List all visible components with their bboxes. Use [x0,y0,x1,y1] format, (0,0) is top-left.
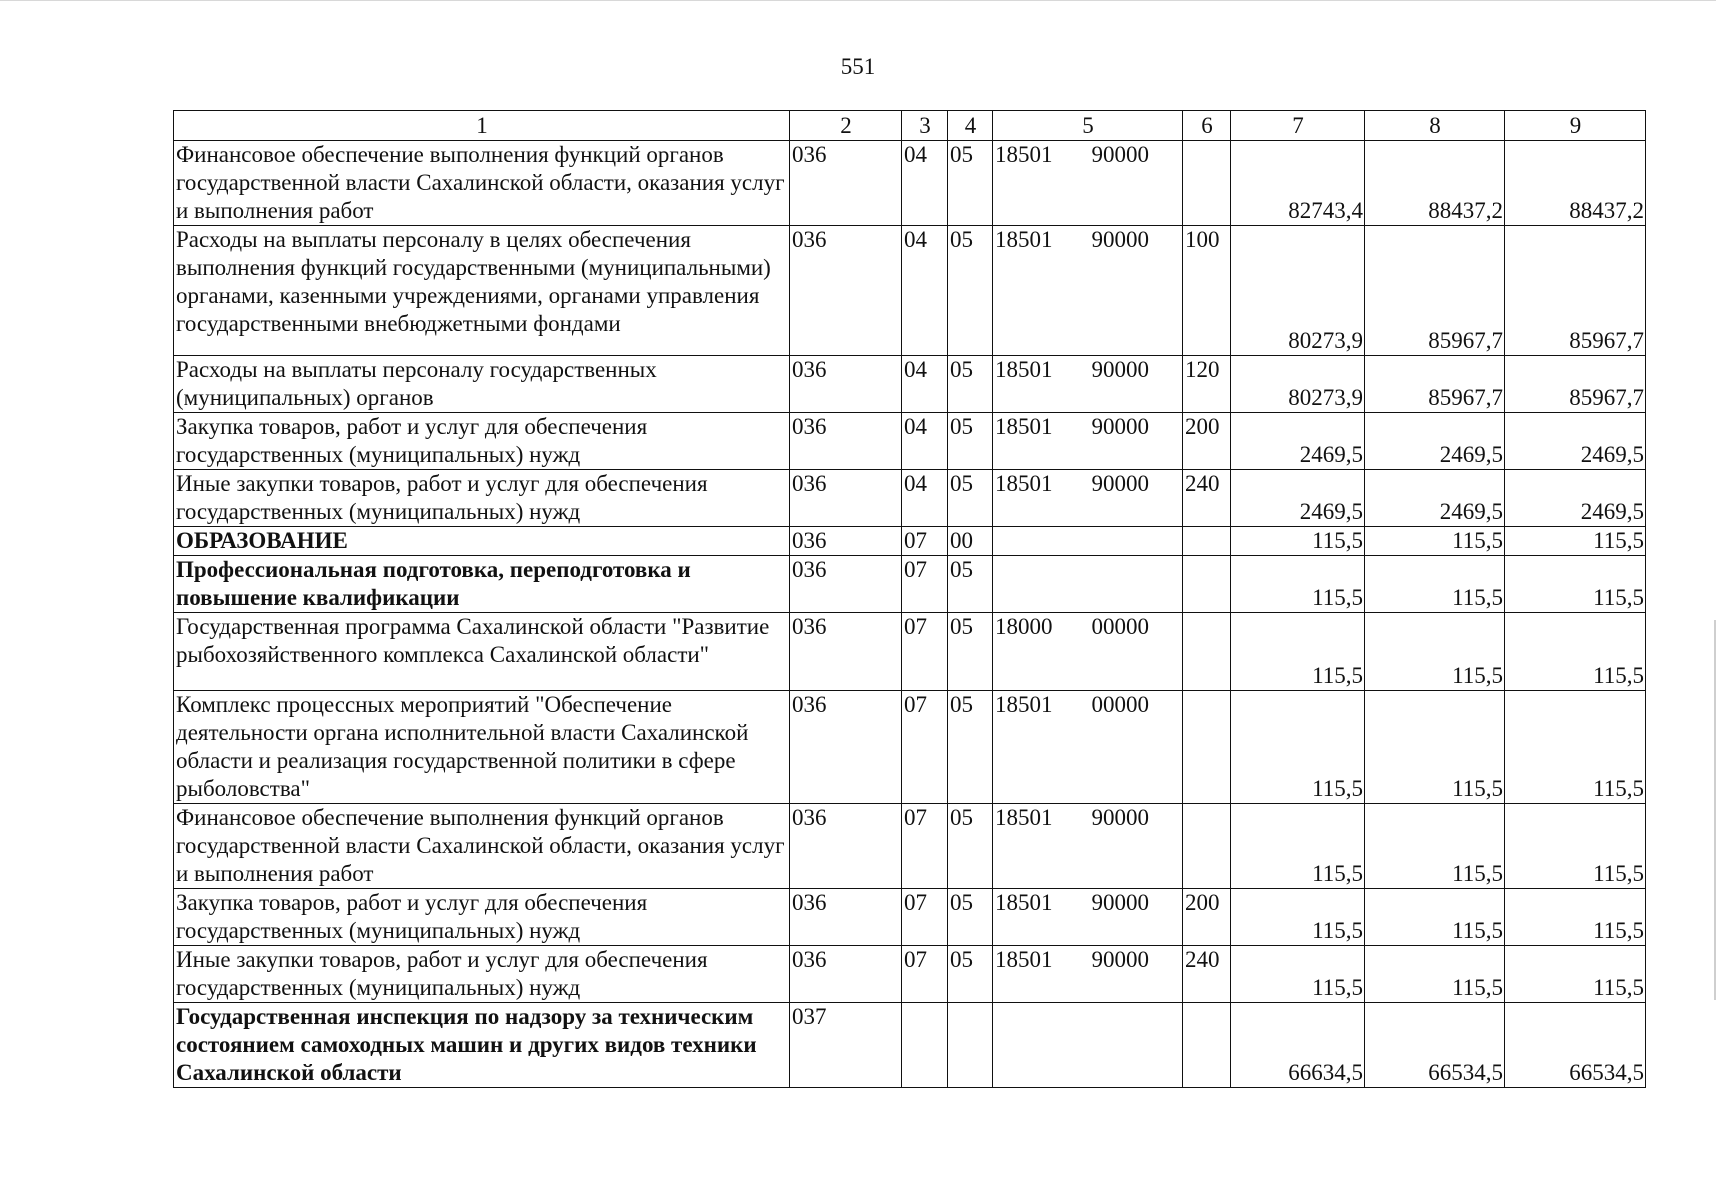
target-article-part-1: 18501 [995,805,1053,830]
target-article-cell [993,889,1183,946]
amount-cell-col7: 115,5 [1231,527,1365,556]
admin-code-cell: 036 [790,356,902,413]
target-article-cell [993,1003,1183,1088]
table-row [174,946,1646,1003]
target-article-part-2: 90000 [1091,357,1149,382]
table-body [174,141,1646,1088]
target-article-cell [993,470,1183,527]
target-article-cell [993,946,1183,1003]
amount-cell-col9: 115,5 [1505,691,1646,804]
row-name-cell: Иные закупки товаров, работ и услуг для обеспечения государственных (муниципальных) нужд [174,470,790,527]
target-article-part-2: 90000 [1091,142,1149,167]
table-row [174,1003,1646,1088]
amount-cell-col8: 2469,5 [1365,470,1505,527]
expense-type-cell [1183,691,1231,804]
amount-cell-col8: 85967,7 [1365,226,1505,356]
row-name-cell: Закупка товаров, работ и услуг для обеспечения государственных (муниципальных) нужд [174,889,790,946]
target-article-part-1: 18000 [995,614,1053,639]
amount-cell-col9: 2469,5 [1505,413,1646,470]
target-article-codes [995,889,1181,917]
expense-type-cell [1183,141,1231,226]
table-row [174,613,1646,691]
row-name-cell: ОБРАЗОВАНИЕ [174,527,790,556]
amount-cell-col8: 115,5 [1365,527,1505,556]
expense-type-cell [1183,613,1231,691]
table-row [174,527,1646,556]
row-name-cell: Финансовое обеспечение выполнения функций органов государственной власти Сахалинской области, оказания услуг и выполнения работ [174,141,790,226]
admin-code-cell: 036 [790,691,902,804]
admin-code-cell: 036 [790,946,902,1003]
target-article-codes [995,413,1181,441]
table-row [174,413,1646,470]
row-name-cell: Комплекс процессных мероприятий "Обеспечение деятельности органа исполнительной власти Сахалинской области и реализация государственной политики в сфере рыболовства" [174,691,790,804]
amount-cell-col7: 115,5 [1231,613,1365,691]
target-article-cell [993,527,1183,556]
subsection-code-cell: 05 [948,226,993,356]
section-code-cell: 07 [902,691,948,804]
section-code-cell: 07 [902,527,948,556]
subsection-code-cell: 05 [948,613,993,691]
row-name-cell: Закупка товаров, работ и услуг для обеспечения государственных (муниципальных) нужд [174,413,790,470]
target-article-cell [993,226,1183,356]
expense-type-cell: 240 [1183,470,1231,527]
admin-code-cell: 036 [790,889,902,946]
amount-cell-col9: 66534,5 [1505,1003,1646,1088]
subsection-code-cell: 05 [948,470,993,527]
amount-cell-col8: 66534,5 [1365,1003,1505,1088]
column-header: 9 [1505,111,1646,141]
admin-code-cell: 036 [790,413,902,470]
amount-cell-col9: 115,5 [1505,804,1646,889]
target-article-part-2: 90000 [1091,471,1149,496]
target-article-part-1: 18501 [995,947,1053,972]
amount-cell-col7: 115,5 [1231,889,1365,946]
section-code-cell: 04 [902,470,948,527]
scan-top-edge [0,0,1716,1]
column-header: 5 [993,111,1183,141]
amount-cell-col9: 2469,5 [1505,470,1646,527]
amount-cell-col7: 66634,5 [1231,1003,1365,1088]
target-article-part-1: 18501 [995,414,1053,439]
admin-code-cell: 037 [790,1003,902,1088]
target-article-cell [993,691,1183,804]
amount-cell-col8: 115,5 [1365,691,1505,804]
expense-type-cell: 100 [1183,226,1231,356]
amount-cell-col9: 115,5 [1505,613,1646,691]
target-article-cell [993,141,1183,226]
target-article-codes [995,470,1181,498]
subsection-code-cell: 05 [948,946,993,1003]
section-code-cell: 07 [902,889,948,946]
subsection-code-cell: 05 [948,556,993,613]
admin-code-cell: 036 [790,141,902,226]
target-article-codes [995,613,1181,641]
column-header: 1 [174,111,790,141]
amount-cell-col8: 115,5 [1365,613,1505,691]
row-name-cell: Иные закупки товаров, работ и услуг для обеспечения государственных (муниципальных) нужд [174,946,790,1003]
admin-code-cell: 036 [790,226,902,356]
subsection-code-cell: 05 [948,889,993,946]
section-code-cell: 07 [902,613,948,691]
amount-cell-col7: 115,5 [1231,556,1365,613]
row-name-cell: Расходы на выплаты персоналу в целях обеспечения выполнения функций государственными (муниципальными) органами, казенными учреждениями, органами управления государственными внебюджетными фондами [174,226,790,356]
amount-cell-col9: 115,5 [1505,946,1646,1003]
table-row [174,356,1646,413]
amount-cell-col8: 115,5 [1365,946,1505,1003]
section-code-cell: 04 [902,141,948,226]
amount-cell-col7: 115,5 [1231,804,1365,889]
target-article-part-1: 18501 [995,890,1053,915]
subsection-code-cell: 05 [948,356,993,413]
page-number: 551 [840,54,876,79]
expense-type-cell [1183,527,1231,556]
row-name-cell: Финансовое обеспечение выполнения функций органов государственной власти Сахалинской области, оказания услуг и выполнения работ [174,804,790,889]
table-row [174,226,1646,356]
amount-cell-col8: 88437,2 [1365,141,1505,226]
section-code-cell: 07 [902,556,948,613]
target-article-codes [995,691,1181,719]
amount-cell-col8: 115,5 [1365,889,1505,946]
target-article-part-2: 90000 [1091,227,1149,252]
table-row [174,691,1646,804]
section-code-cell [902,1003,948,1088]
amount-cell-col8: 85967,7 [1365,356,1505,413]
amount-cell-col7: 2469,5 [1231,413,1365,470]
amount-cell-col9: 115,5 [1505,556,1646,613]
expense-type-cell: 240 [1183,946,1231,1003]
amount-cell-col9: 85967,7 [1505,226,1646,356]
column-header: 8 [1365,111,1505,141]
admin-code-cell: 036 [790,556,902,613]
expense-type-cell: 120 [1183,356,1231,413]
subsection-code-cell [948,1003,993,1088]
amount-cell-col8: 115,5 [1365,804,1505,889]
amount-cell-col7: 80273,9 [1231,226,1365,356]
admin-code-cell: 036 [790,527,902,556]
section-code-cell: 04 [902,226,948,356]
table-row [174,470,1646,527]
target-article-part-1: 18501 [995,692,1053,717]
amount-cell-col8: 115,5 [1365,556,1505,613]
amount-cell-col7: 82743,4 [1231,141,1365,226]
table-row [174,804,1646,889]
column-header: 3 [902,111,948,141]
section-code-cell: 04 [902,356,948,413]
target-article-cell [993,356,1183,413]
target-article-codes [995,946,1181,974]
column-header: 7 [1231,111,1365,141]
target-article-codes [995,226,1181,254]
amount-cell-col7: 115,5 [1231,691,1365,804]
row-name-cell: Профессиональная подготовка, переподготовка и повышение квалификации [174,556,790,613]
row-name-cell: Государственная программа Сахалинской области "Развитие рыбохозяйственного комплекса Сахалинской области" [174,613,790,691]
expense-type-cell [1183,1003,1231,1088]
admin-code-cell: 036 [790,613,902,691]
column-header: 4 [948,111,993,141]
target-article-part-1: 18501 [995,142,1053,167]
expense-type-cell [1183,556,1231,613]
amount-cell-col7: 2469,5 [1231,470,1365,527]
column-header: 6 [1183,111,1231,141]
target-article-cell [993,804,1183,889]
section-code-cell: 04 [902,413,948,470]
subsection-code-cell: 05 [948,413,993,470]
amount-cell-col7: 80273,9 [1231,356,1365,413]
target-article-codes [995,141,1181,169]
target-article-codes [995,356,1181,384]
target-article-part-1: 18501 [995,227,1053,252]
target-article-codes [995,804,1181,832]
amount-cell-col9: 115,5 [1505,889,1646,946]
amount-cell-col7: 115,5 [1231,946,1365,1003]
amount-cell-col9: 85967,7 [1505,356,1646,413]
target-article-part-2: 00000 [1091,692,1149,717]
section-code-cell: 07 [902,946,948,1003]
row-name-cell: Государственная инспекция по надзору за техническим состоянием самоходных машин и других видов техники Сахалинской области [174,1003,790,1088]
table-row [174,889,1646,946]
expense-type-cell [1183,804,1231,889]
target-article-cell [993,413,1183,470]
expense-type-cell: 200 [1183,889,1231,946]
amount-cell-col9: 88437,2 [1505,141,1646,226]
expense-type-cell: 200 [1183,413,1231,470]
subsection-code-cell: 05 [948,804,993,889]
target-article-part-2: 90000 [1091,414,1149,439]
subsection-code-cell: 00 [948,527,993,556]
column-header: 2 [790,111,902,141]
target-article-part-2: 90000 [1091,805,1149,830]
admin-code-cell: 036 [790,804,902,889]
target-article-part-2: 90000 [1091,947,1149,972]
target-article-cell [993,613,1183,691]
target-article-part-2: 00000 [1091,614,1149,639]
amount-cell-col8: 2469,5 [1365,413,1505,470]
header-row [174,111,1646,141]
target-article-part-1: 18501 [995,471,1053,496]
admin-code-cell: 036 [790,470,902,527]
target-article-cell [993,556,1183,613]
budget-table [173,110,1646,1088]
row-name-cell: Расходы на выплаты персоналу государственных (муниципальных) органов [174,356,790,413]
target-article-part-1: 18501 [995,357,1053,382]
target-article-part-2: 90000 [1091,890,1149,915]
subsection-code-cell: 05 [948,141,993,226]
table-row [174,141,1646,226]
subsection-code-cell: 05 [948,691,993,804]
section-code-cell: 07 [902,804,948,889]
amount-cell-col9: 115,5 [1505,527,1646,556]
table-row [174,556,1646,613]
